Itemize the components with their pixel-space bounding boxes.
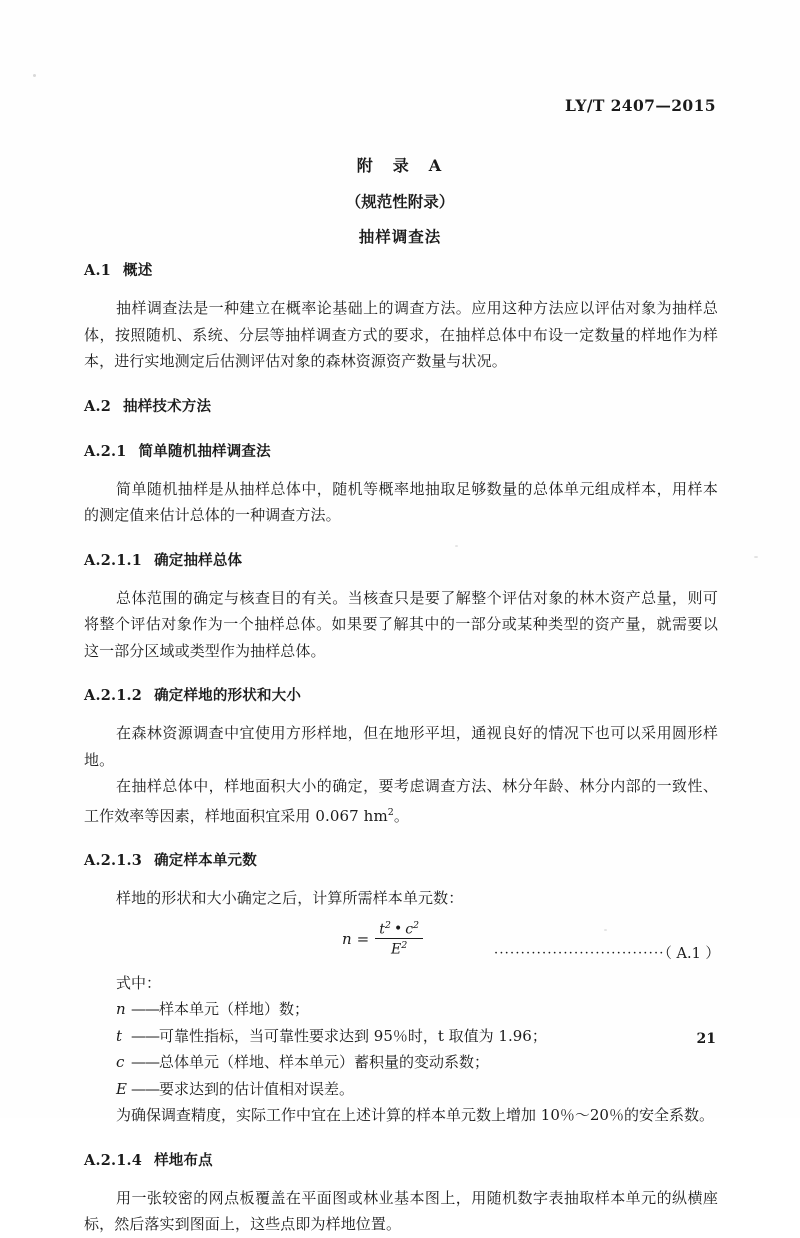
formula-denominator	[375, 939, 423, 958]
heading-a213-text: 确定样本单元数	[154, 852, 257, 869]
definition-dash: ——	[131, 1000, 159, 1018]
paragraph-a212-2	[84, 773, 718, 829]
heading-a213	[84, 848, 718, 874]
formula-sample-size	[342, 921, 424, 959]
appendix-title: 附 录 A	[356, 156, 444, 175]
document-body	[84, 258, 718, 1238]
scan-artifact	[33, 74, 36, 77]
page-number: 21	[696, 1031, 716, 1047]
definition-item	[84, 1049, 718, 1076]
definition-symbol: c	[116, 1053, 125, 1071]
hectare-exponent: 2	[387, 806, 394, 818]
formula-reference-label: （ A.1 ）	[664, 945, 720, 962]
formula-equals: =	[356, 929, 370, 948]
heading-a21-number: A.2.1	[84, 442, 127, 460]
formula-reference-a1	[494, 942, 720, 963]
running-header-standard-code: LY/T 2407—2015	[565, 96, 716, 115]
definition-text: 样本单元（样地）数；	[159, 1000, 310, 1018]
heading-a21-text: 简单随机抽样调查法	[138, 442, 271, 460]
definition-item	[84, 1076, 718, 1103]
heading-a1-text: 概述	[123, 262, 153, 279]
definition-text: 可靠性指标，当可靠性要求达到 95％时，t 取值为 1.96；	[159, 1026, 547, 1045]
definition-dash: ——	[131, 1026, 159, 1045]
formula-lhs: n	[342, 929, 352, 948]
definition-symbol: n	[116, 1000, 126, 1018]
definition-text: 总体单元（样地、样本单元）蓄积量的变动系数；	[159, 1053, 490, 1071]
appendix-normative-label: （规范性附录）	[345, 192, 455, 211]
formula-row-a1	[84, 921, 718, 967]
definition-item	[84, 996, 718, 1023]
formula-num-base-c: c	[405, 921, 414, 938]
heading-a211-text: 确定抽样总体	[154, 551, 243, 569]
paragraph-a212-1: 在森林资源调查中宜使用方形样地，但在地形平坦，通视良好的情况下也可以采用圆形样地。	[84, 724, 718, 769]
heading-a1-number: A.1	[84, 262, 111, 279]
scan-artifact	[754, 556, 758, 558]
formula-num-base-t: t	[379, 921, 385, 938]
heading-a2-text: 抽样技术方法	[123, 397, 212, 415]
paragraph-a21: 简单随机抽样是从抽样总体中，随机等概率地抽取足够数量的总体单元组成样本，用样本的测定值来估计总体的一种调查方法。	[84, 479, 718, 524]
heading-a211	[84, 548, 718, 574]
heading-a211-number: A.2.1.1	[84, 551, 143, 569]
heading-a212-text: 确定样地的形状和大小	[154, 687, 302, 704]
appendix-title-block	[84, 153, 716, 247]
definition-symbol: t	[116, 1026, 123, 1045]
heading-a213-number: A.2.1.3	[84, 852, 143, 869]
definition-dash: ——	[131, 1079, 159, 1098]
formula-numerator	[375, 920, 423, 940]
heading-a214	[84, 1148, 718, 1174]
heading-a2	[84, 394, 718, 420]
formula-num-exp-c: 2	[413, 919, 420, 931]
formula-fraction	[375, 920, 423, 958]
formula-den-exp-e: 2	[401, 940, 408, 952]
formula-where-block	[84, 970, 718, 1129]
formula-num-exp-t: 2	[384, 919, 391, 931]
heading-a2-number: A.2	[84, 397, 111, 415]
definition-symbol: E	[116, 1079, 127, 1098]
heading-a21	[84, 439, 718, 465]
paragraph-a212-2-tail: 。	[393, 806, 410, 825]
paragraph-a211: 总体范围的确定与核查目的有关。当核查只是要了解整个评估对象的林木资产总量，则可将整个评估对象作为一个抽样总体。如果要了解其中的一部分或某种类型的资产量，就需要以这一部分区域或类型作为抽样总体。	[84, 588, 718, 660]
formula-den-base-e: E	[391, 941, 402, 958]
formula-multiplication-dot: •	[393, 921, 403, 938]
where-label: 式中：	[116, 973, 162, 992]
heading-a214-number: A.2.1.4	[84, 1151, 143, 1169]
heading-a1	[84, 258, 718, 284]
heading-a214-text: 样地布点	[154, 1151, 213, 1169]
appendix-name: 抽样调查法	[358, 227, 442, 246]
heading-a212	[84, 683, 718, 709]
dot-leader: ································	[494, 945, 665, 961]
paragraph-a214: 用一张较密的网点板覆盖在平面图或林业基本图上，用随机数字表抽取样本单元的纵横座标，然后落实到图面上，这些点即为样地位置。	[84, 1188, 718, 1233]
paragraph-a1: 抽样调查法是一种建立在概率论基础上的调查方法。应用这种方法应以评估对象为抽样总体，按照随机、系统、分层等抽样调查方式的要求，在抽样总体中布设一定数量的样地作为样本，进行实地测定后估测评估对象的森林资源资产数量与状况。	[84, 299, 718, 370]
paragraph-a212-2-text: 在抽样总体中，样地面积大小的确定，要考虑调查方法、林分年龄、林分内部的一致性、工作效率等因素，样地面积宜采用 0.067 hm	[84, 777, 718, 825]
paragraph-a213: 样地的形状和大小确定之后，计算所需样本单元数：	[116, 889, 464, 907]
heading-a212-number: A.2.1.2	[84, 687, 143, 704]
safety-factor-note: 为确保调查精度，实际工作中宜在上述计算的样本单元数上增加 10％～20％的安全系数。	[116, 1106, 714, 1124]
definition-dash: ——	[131, 1053, 159, 1071]
definition-text: 要求达到的估计值相对误差。	[159, 1079, 355, 1098]
